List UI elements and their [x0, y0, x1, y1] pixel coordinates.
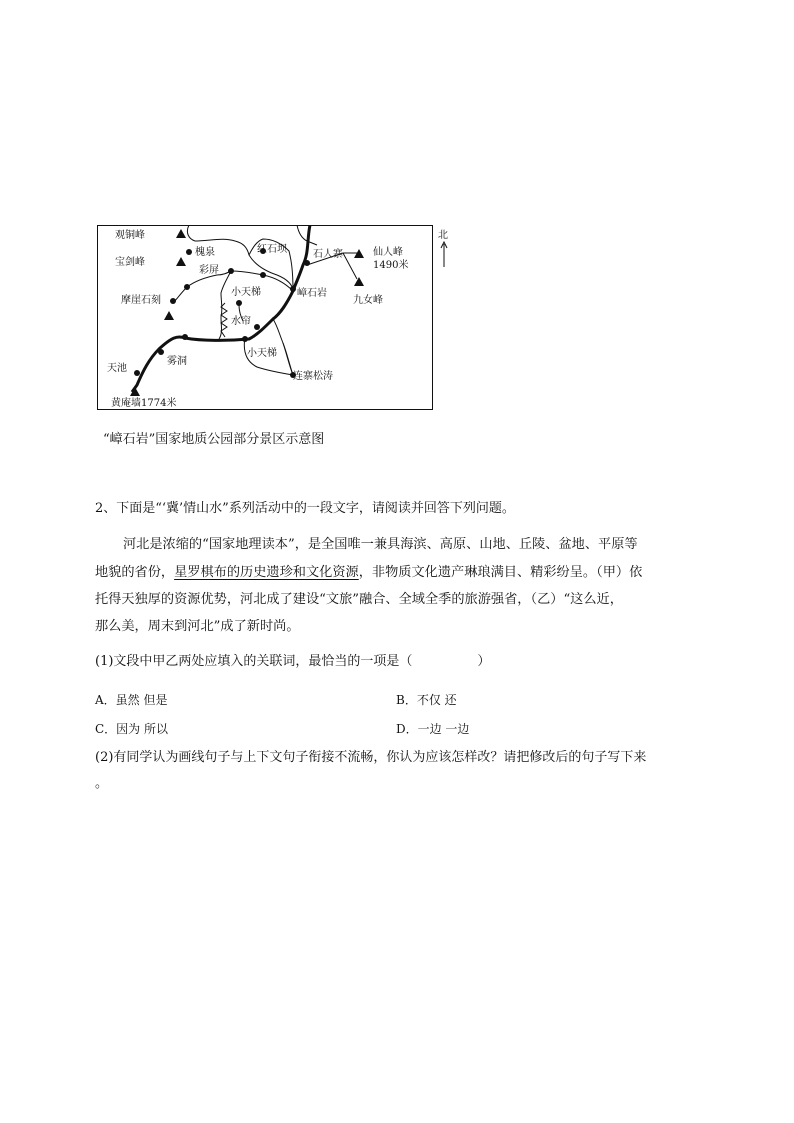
label-xiaotianti1: 小天梯 [231, 287, 261, 298]
peak-guantongfeng [176, 229, 186, 238]
dot-caiping2 [260, 272, 266, 278]
passage-line-2-pre: 地貌的省份， [95, 565, 175, 580]
dot-moya [184, 284, 190, 290]
north-label: 北 [438, 230, 448, 241]
option-a[interactable]: A．虽然 但是 [95, 693, 168, 707]
label-moyashike: 摩崖石刻 [121, 295, 161, 306]
label-xiaotianti2: 小天梯 [247, 348, 277, 359]
label-jiunvfeng: 九女峰 [353, 295, 383, 306]
dot-xiaotianti2 [242, 336, 248, 342]
passage-line-3: 托得天独厚的资源优势，河北成了建设“文旅”融合、全域全季的旅游强省，（乙）“这么近， [95, 592, 623, 607]
dot-wudong [158, 349, 164, 355]
dot-junction [182, 334, 188, 340]
peak-baojianfeng [176, 257, 186, 266]
label-xianrenfeng-elev: 1490米 [373, 260, 409, 271]
underlined-sentence: 星罗棋布的历史遗珍和文化资源 [174, 565, 359, 580]
peak-moya [164, 311, 174, 320]
scenic-area-map [97, 225, 433, 410]
trail-shuilian-zigzag [221, 303, 227, 337]
label-wudong: 雾洞 [167, 356, 187, 367]
label-lianzhaisongtao: 连寨松涛 [293, 371, 333, 382]
option-d[interactable]: D．一边 一边 [396, 722, 470, 736]
passage-line-1: 河北是浓缩的“国家地理读本”，是全国唯一兼具海滨、高原、山地、丘陵、盆地、平原等 [123, 537, 638, 552]
dot-zhangshiyan [290, 286, 296, 292]
label-zhangshiyan: 嶂石岩 [297, 288, 327, 299]
dot-huaiquan [186, 249, 192, 255]
label-shuilian: 水帘 [231, 316, 251, 327]
north-arrow-icon [439, 241, 449, 267]
dot-xiaotianti [236, 300, 242, 306]
trail-huaiquan [187, 225, 293, 291]
option-b[interactable]: B．不仅 还 [396, 693, 457, 707]
label-shirenzhai: 石人寨 [313, 249, 343, 260]
label-hongshiba: 红石坝 [257, 244, 287, 255]
label-xianrenfeng: 仙人峰 [373, 247, 403, 258]
peak-jiunvfeng [354, 277, 364, 286]
option-c[interactable]: C．因为 所以 [95, 722, 168, 736]
label-tianchi: 天池 [107, 363, 127, 374]
passage-line-2-post: ，非物质文化遗产琳琅满目、精彩纷呈。（甲）依 [358, 565, 643, 580]
dot-shirenzhai [304, 260, 310, 266]
label-baojianfeng: 宝剑峰 [115, 257, 145, 268]
dot-shuilian [254, 324, 260, 330]
trail-loop [244, 319, 293, 375]
label-caiping: 彩屏 [199, 265, 219, 276]
passage-line-4: 那么美，周末到河北”成了新时尚。 [95, 619, 300, 634]
sub-question-1: (1)文段中甲乙两处应填入的关联词，最恰当的一项是（ ） [95, 654, 491, 669]
sub-question-2-end: 。 [95, 776, 109, 791]
dot-tianchi [134, 370, 140, 376]
dot-caiping [228, 268, 234, 274]
question-title: 2、下面是“‘冀’情山水”系列活动中的一段文字，请阅读并回答下列问题。 [95, 501, 515, 516]
dot-moya2 [170, 298, 176, 304]
label-huaiquan: 槐泉 [195, 247, 215, 258]
passage-line-2 [95, 561, 695, 580]
sub-question-2: (2)有同学认为画线句子与上下文句子衔接不流畅，你认为应该怎样改？请把修改后的句子写下来 [95, 750, 647, 765]
label-guantongfeng: 观铜峰 [115, 230, 145, 241]
label-huanganqiang: 黄庵墙1774米 [111, 398, 177, 409]
map-caption: “嶂石岩”国家地质公园部分景区示意图 [103, 432, 325, 447]
